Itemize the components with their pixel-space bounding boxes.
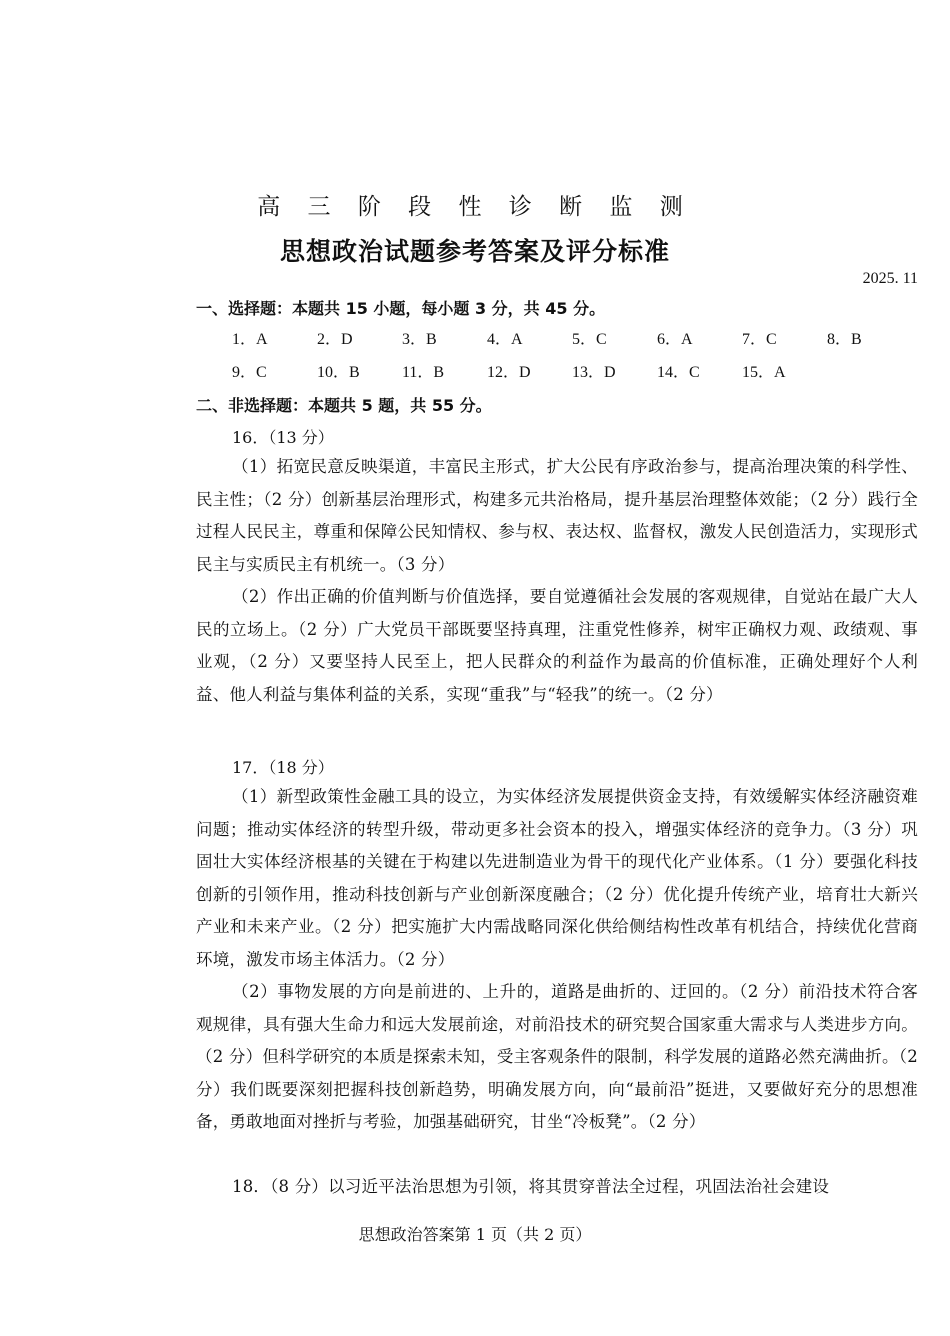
answer-item: 1．A — [232, 331, 268, 348]
question-17-part2: （2）事物发展的方向是前进的、上升的，道路是曲折的、迂回的。（2 分）前沿技术符合客观规律，具有强大生命力和远大发展前途，对前沿技术的研究契合国家重大需求与人类进步方向。（2 分）但科学研究的本质是探索未知，受主客观条件的限制，科学发展的道路必然充满曲折。（2 分）我们既要深刻把握科技创新趋势，明确发展方向，向“最前沿”挺进，又要做好充分的思想准备，勇敢地面对挫折与考验，加强基础研究，甘坐“冷板凳”。（2 分） — [196, 982, 918, 1131]
answer-item: 5．C — [572, 331, 607, 348]
page-footer: 思想政治答案第 1 页（共 2 页） — [358, 1225, 592, 1244]
question-17-heading: 17．（18 分） — [232, 758, 334, 777]
answer-item: 11．B — [402, 364, 445, 381]
question-16-part2: （2）作出正确的价值判断与价值选择，要自觉遵循社会发展的客观规律，自觉站在最广大人民的立场上。（2 分）广大党员干部既要坚持真理，注重党性修养，树牢正确权力观、政绩观、事业观，（2 分）又要坚持人民至上，把人民群众的利益作为最高的价值标准，正确处理好个人利益、他人利益与集体利益的关系，实现“重我”与“轻我”的统一。（2 分） — [196, 587, 918, 704]
answer-item: 12．D — [487, 364, 531, 381]
answer-item: 4．A — [487, 331, 523, 348]
answer-item: 3．B — [402, 331, 437, 348]
answer-item: 13．D — [572, 364, 616, 381]
section1-heading: 一、选择题：本题共 15 小题，每小题 3 分，共 45 分。 — [196, 299, 606, 318]
answer-item: 7．C — [742, 331, 777, 348]
section2-heading: 二、非选择题：本题共 5 题，共 55 分。 — [196, 396, 492, 415]
question-18-text: 18．（8 分）以习近平法治思想为引领，将其贯穿普法全过程，巩固法治社会建设 — [232, 1177, 830, 1196]
answer-item: 15．A — [742, 364, 786, 381]
document-title-line2: 思想政治试题参考答案及评分标准 — [279, 237, 670, 266]
answer-item: 10．B — [317, 364, 360, 381]
answer-item: 8．B — [827, 331, 862, 348]
answer-item: 14．C — [657, 364, 700, 381]
question-17-part1: （1）新型政策性金融工具的设立，为实体经济发展提供资金支持，有效缓解实体经济融资难问题；推动实体经济的转型升级，带动更多社会资本的投入，增强实体经济的竞争力。（3 分）巩固壮大实体经济根基的关键在于构建以先进制造业为骨干的现代化产业体系。（1 分）要强化科技创新的引领作用，推动科技创新与产业创新深度融合；（2 分）优化提升传统产业，培育壮大新兴产业和未来产业。（2 分）把实施扩大内需战略同深化供给侧结构性改革有机结合，持续优化营商环境，激发市场主体活力。（2 分） — [196, 787, 918, 969]
answer-item: 6．A — [657, 331, 693, 348]
answer-item: 9．C — [232, 364, 267, 381]
document-date: 2025. 11 — [862, 270, 918, 287]
question-16-part1: （1）拓宽民意反映渠道，丰富民主形式，扩大公民有序政治参与，提高治理决策的科学性、民主性；（2 分）创新基层治理形式，构建多元共治格局，提升基层治理整体效能；（2 分）践行全过程人民民主，尊重和保障公民知情权、参与权、表达权、监督权，激发人民创造活力，实现形式民主与实质民主有机统一。（3 分） — [196, 457, 918, 574]
question-16-heading: 16．（13 分） — [232, 428, 334, 447]
answer-item: 2．D — [317, 331, 353, 348]
document-title-line1: 高 三 阶 段 性 诊 断 监 测 — [257, 194, 693, 220]
